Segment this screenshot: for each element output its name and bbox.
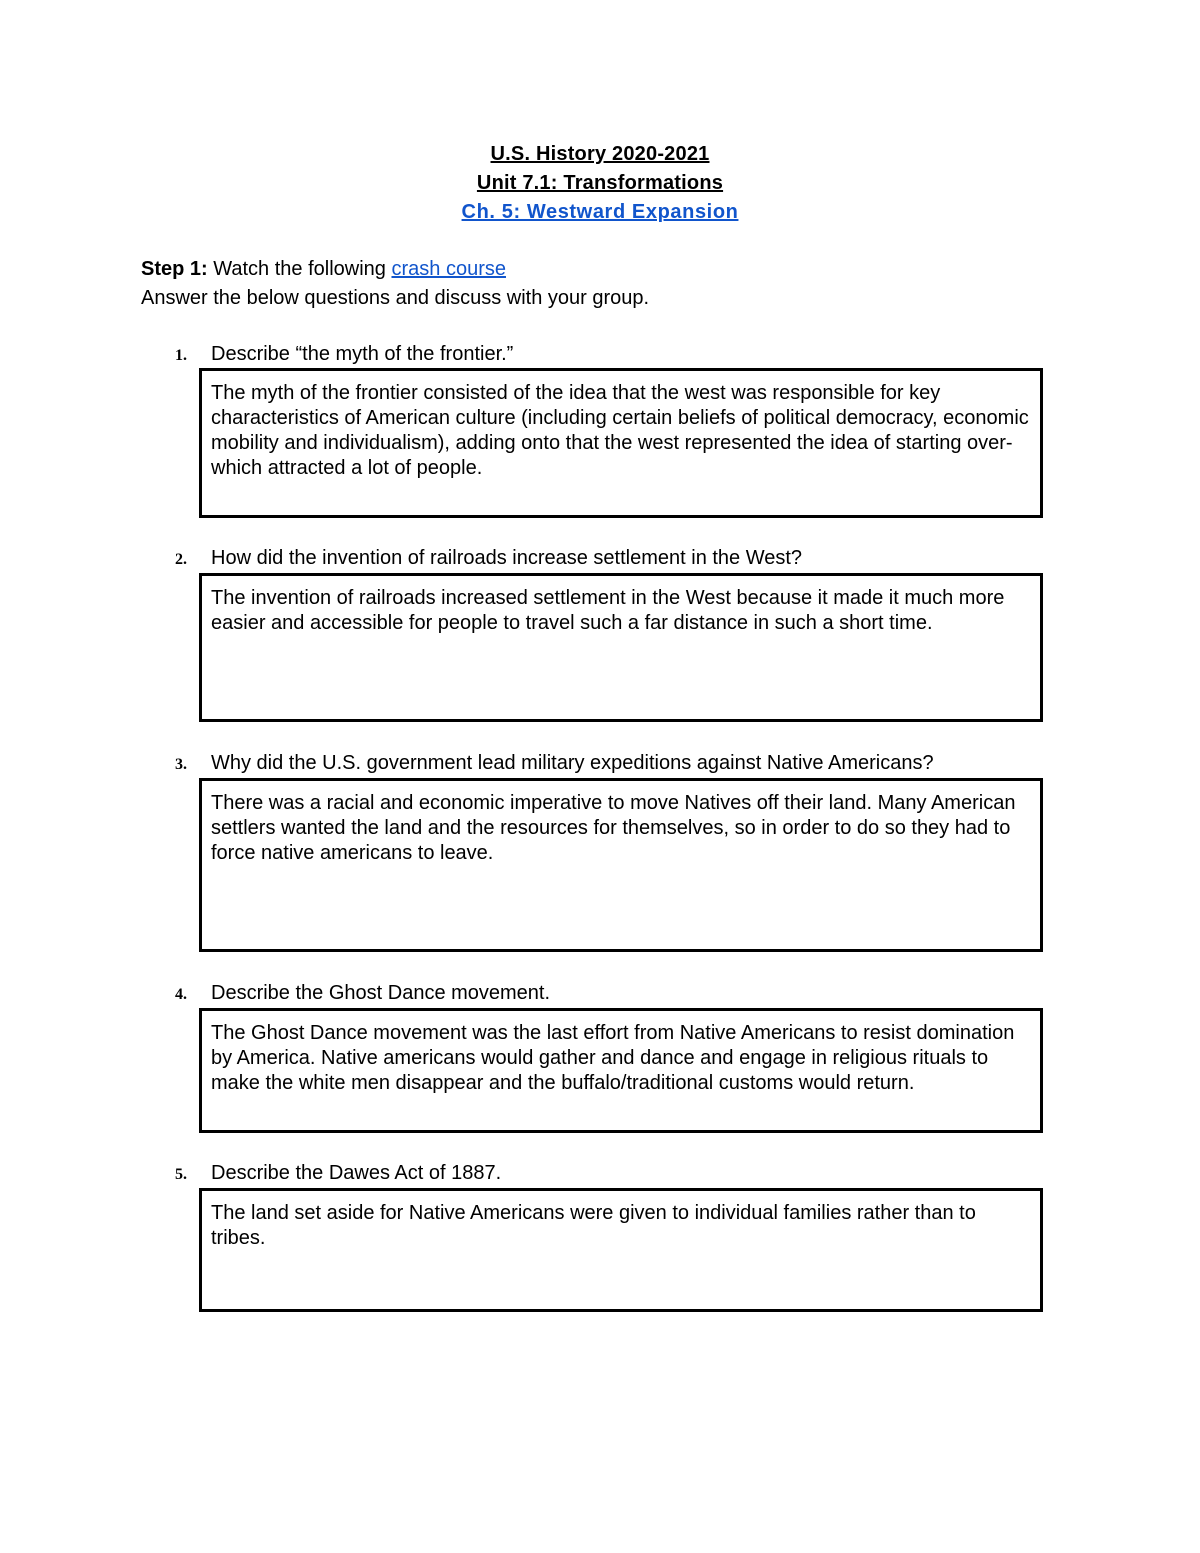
question-prompt: Describe the Dawes Act of 1887. — [211, 1162, 502, 1184]
answer-box-5[interactable]: The land set aside for Native Americans were given to individual families rather than to tribes. — [199, 1188, 1043, 1312]
chapter-link[interactable]: Ch. 5: Westward Expansion — [461, 201, 739, 223]
question-number: 5. — [175, 1166, 187, 1183]
question-prompt: Describe “the myth of the frontier.” — [211, 343, 514, 365]
course-title: U.S. History 2020-2021 — [490, 143, 710, 165]
step-text: Watch the following — [207, 258, 392, 280]
answer-box-4[interactable]: The Ghost Dance movement was the last effort from Native Americans to resist domination by America. Native americans would gather and dance and engage in religious rituals to make the white men disappear and the buffalo/traditional customs would return. — [199, 1008, 1043, 1133]
document-header — [0, 140, 1200, 227]
question-1 — [175, 341, 513, 369]
question-3 — [175, 750, 934, 778]
step-label: Step 1: — [141, 258, 208, 280]
answer-box-3[interactable]: There was a racial and economic imperative to move Natives off their land. Many American settlers wanted the land and the resources for themselves, so in order to do so they had to force native americans to leave. — [199, 778, 1043, 952]
question-prompt: How did the invention of railroads increase settlement in the West? — [211, 547, 803, 569]
question-number: 2. — [175, 551, 187, 568]
instructions-text: Answer the below questions and discuss with your group. — [141, 287, 650, 309]
question-5 — [175, 1160, 501, 1188]
question-number: 3. — [175, 756, 187, 773]
question-number: 4. — [175, 986, 187, 1003]
question-2 — [175, 545, 802, 573]
question-prompt: Describe the Ghost Dance movement. — [211, 982, 551, 1004]
answer-box-2[interactable]: The invention of railroads increased settlement in the West because it made it much more easier and accessible for people to travel such a far distance in such a short time. — [199, 573, 1043, 722]
question-4 — [175, 980, 550, 1008]
crash-course-link[interactable]: crash course — [391, 258, 506, 280]
instructions-section — [141, 255, 649, 313]
question-number: 1. — [175, 347, 187, 364]
answer-box-1[interactable]: The myth of the frontier consisted of the idea that the west was responsible for key characteristics of American culture (including certain beliefs of political democracy, economic mobility and individualism), adding onto that the west represented the idea of starting over-which attracted a lot of people. — [199, 368, 1043, 518]
question-prompt: Why did the U.S. government lead military expeditions against Native Americans? — [211, 752, 934, 774]
unit-title: Unit 7.1: Transformations — [476, 172, 724, 194]
step-line — [141, 255, 649, 284]
